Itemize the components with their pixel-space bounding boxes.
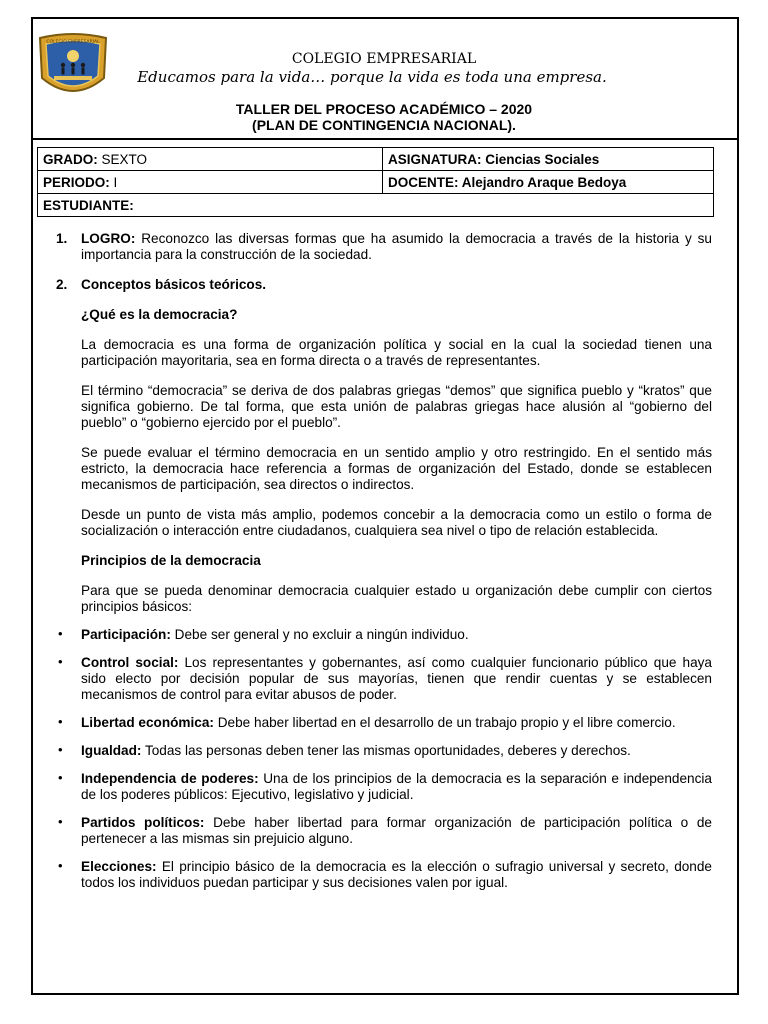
paragraph-broad-view: Desde un punto de vista más amplio, podemos concebir a la democracia como un estilo o forma de socialización o interacción entre ciudadanos, cualquiera sea nivel o tipo de relación establecida.: [81, 507, 712, 538]
svg-text:COLEGIO EMPRESARIAL: COLEGIO EMPRESARIAL: [46, 40, 100, 45]
logro-item: 1. LOGRO: Reconozco las diversas formas que ha asumido la democracia a través de la historia y su importancia para la construcción de la sociedad.: [56, 231, 712, 262]
bullet-item: • Partidos políticos: Debe haber libertad para formar organización de participación política o de pertenecer a las mismas sin prejuicio alguno.: [58, 814, 712, 846]
conceptos-item: 2. Conceptos básicos teóricos.: [56, 277, 267, 292]
asignatura-cell: ASIGNATURA: Ciencias Sociales: [383, 148, 714, 171]
workshop-subtitle: (PLAN DE CONTINGENCIA NACIONAL).: [252, 117, 516, 133]
paragraph-definition: La democracia es una forma de organización política y social en la cual la sociedad tienen una participación mayoritaria, sea en forma directa o a través de representantes.: [81, 337, 712, 368]
info-table: [37, 147, 714, 217]
question-heading: ¿Qué es la democracia?: [81, 307, 238, 322]
bullet-item: • Elecciones: El principio básico de la democracia es la elección o sufragio universal y secreto, donde todos los individuos puedan participar y sus decisiones valen por igual.: [58, 858, 712, 890]
workshop-title: TALLER DEL PROCESO ACADÉMICO – 2020: [235, 101, 533, 117]
paragraph-etymology: El término “democracia” se deriva de dos palabras griegas “demos” que significa pueblo y “kratos” que significa gobierno. De tal forma, que esta unión de palabras griegas hace alusión al “gobierno del pueblo” o “gobierno ejercido por el pueblo”.: [81, 383, 712, 430]
docente-cell: DOCENTE: Alejandro Araque Bedoya: [383, 171, 714, 194]
periodo-cell: PERIODO: I: [38, 171, 383, 194]
school-motto: Educamos para la vida… porque la vida es toda una empresa.: [137, 68, 607, 86]
paragraph-principles-intro: Para que se pueda denominar democracia cualquier estado u organización debe cumplir con ciertos principios básicos:: [81, 583, 712, 614]
grado-cell: GRADO: SEXTO: [38, 148, 383, 171]
bullet-item: • Control social: Los representantes y gobernantes, así como cualquier funcionario público que haya sido electo por decisión popular de sus mayorías, tienen que rendir cuentas y se establecen mecanismos de control para evitar abusos de poder.: [58, 654, 712, 702]
header-divider: [31, 138, 739, 140]
school-name: COLEGIO EMPRESARIAL: [291, 51, 477, 67]
bullet-item: • Participación: Debe ser general y no excluir a ningún individuo.: [58, 626, 469, 642]
bullet-item: • Libertad económica: Debe haber libertad en el desarrollo de un trabajo propio y el libre comercio.: [58, 714, 676, 730]
bullet-item: • Igualdad: Todas las personas deben tener las mismas oportunidades, deberes y derechos.: [58, 742, 631, 758]
estudiante-cell: ESTUDIANTE:: [38, 194, 714, 217]
paragraph-senses: Se puede evaluar el término democracia en un sentido amplio y otro restringido. En el sentido más estricto, la democracia hace referencia a formas de organización del Estado, donde se establecen mecanismos de participación, sea directos o indirectos.: [81, 445, 712, 492]
document-body: [56, 231, 712, 891]
principios-heading: Principios de la democracia: [81, 553, 261, 568]
bullet-item: • Independencia de poderes: Una de los principios de la democracia es la separación e independencia de los poderes públicos: Ejecutivo, legislativo y judicial.: [58, 770, 712, 802]
